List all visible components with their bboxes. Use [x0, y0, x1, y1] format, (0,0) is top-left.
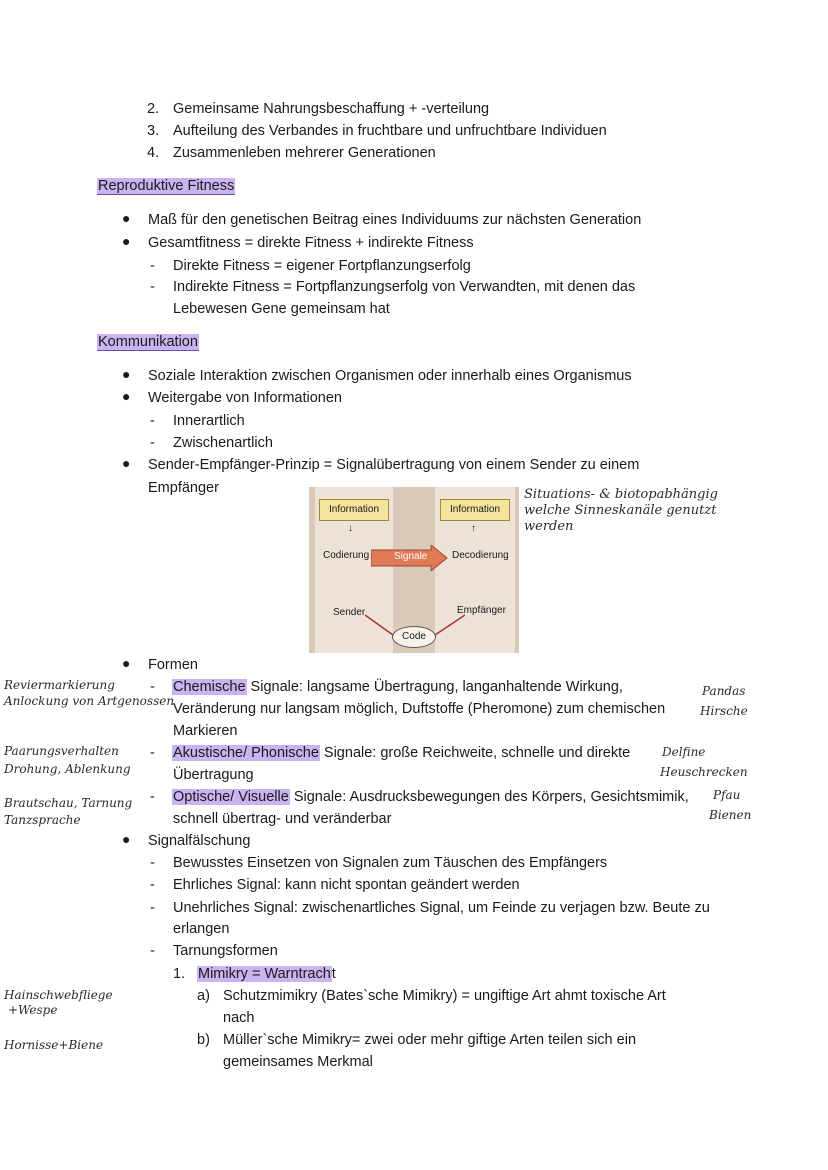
code-ellipse: Code [392, 626, 436, 648]
handwriting-note: Brautschau, Tarnung [4, 796, 133, 810]
list-item: gemeinsames Merkmal [223, 1054, 373, 1070]
bullet-icon: ● [122, 233, 131, 249]
list-item: Lebewesen Gene gemeinsam hat [173, 301, 390, 317]
list-item: Tarnungsformen [173, 943, 278, 959]
list-item: nach [223, 1010, 255, 1026]
list-item: Sender-Empfänger-Prinzip = Signalübertragung von einem Sender zu einem [148, 457, 640, 473]
section-heading [97, 332, 199, 352]
list-num: 3. [147, 123, 160, 139]
handwriting-note: Paarungsverhalten [4, 744, 119, 758]
list-item: Ehrliches Signal: kann nicht spontan geändert werden [173, 877, 520, 893]
dash-icon: - [150, 789, 155, 805]
dash-icon: - [150, 877, 155, 893]
list-item: Innerartlich [173, 413, 245, 429]
handwriting-note: Hainschwebfliege [4, 988, 113, 1002]
handwriting-note: Situations- & biotopabhängig [524, 487, 718, 502]
text: Signale: große Reichweite, schnelle und direkte [319, 745, 631, 761]
list-item: Markieren [173, 723, 238, 739]
highlight: Chemische [173, 679, 246, 695]
list-item: Aufteilung des Verbandes in fruchtbare und unfruchtbare Individuen [173, 123, 607, 139]
handwriting-note: Drohung, Ablenkung [4, 762, 131, 776]
dash-icon: - [150, 413, 155, 429]
list-num: b) [197, 1032, 210, 1048]
label-decodierung: Decodierung [452, 550, 509, 561]
handwriting-note: Pfau [713, 788, 741, 802]
bullet-icon: ● [122, 455, 131, 471]
list-item: schnell übertrag- und veränderbar [173, 811, 392, 827]
list-item: Unehrliches Signal: zwischenartliches Signal, um Feinde zu verjagen bzw. Beute zu [173, 900, 710, 916]
list-item: Zwischenartlich [173, 435, 273, 451]
list-num: a) [197, 988, 210, 1004]
list-num: 4. [147, 145, 160, 161]
list-item: erlangen [173, 921, 230, 937]
label-signale: Signale [394, 551, 428, 562]
information-box: Information [319, 499, 389, 521]
list-item: Bewusstes Einsetzen von Signalen zum Täuschen des Empfängers [173, 855, 608, 871]
handwriting-note: Hornisse+Biene [4, 1038, 104, 1052]
list-item: Veränderung nur langsam möglich, Duftstoffe (Pheromone) zum chemischen [173, 701, 666, 717]
dash-icon: - [150, 855, 155, 871]
text: Signale: Ausdrucksbewegungen des Körpers, Gesichtsmimik, [289, 789, 689, 805]
text: t [331, 966, 336, 982]
handwriting-note: welche Sinneskanäle genutzt [524, 503, 717, 518]
list-item-chemisch [172, 677, 623, 697]
dash-icon: - [150, 679, 155, 695]
handwriting-note: Anlockung von Artgenossen [4, 694, 175, 708]
handwriting-note: Bienen [709, 808, 752, 822]
list-item-optisch [172, 787, 689, 807]
label-codierung: Codierung [323, 550, 370, 561]
dash-icon: - [150, 258, 155, 274]
list-item: Gesamtfitness = direkte Fitness + indirekte Fitness [148, 235, 474, 251]
section-heading [97, 176, 235, 196]
arrow-up-icon: ↑ [471, 523, 476, 534]
list-item: Direkte Fitness = eigener Fortpflanzungserfolg [173, 258, 471, 274]
dash-icon: - [150, 279, 155, 295]
handwriting-note: werden [524, 519, 574, 534]
list-num: 2. [147, 101, 160, 117]
handwriting-note: Reviermarkierung [4, 678, 115, 692]
bullet-icon: ● [122, 210, 131, 226]
list-item: Übertragung [173, 767, 254, 783]
highlight: Mimikry = Warntrach [198, 966, 331, 982]
list-item: Formen [148, 657, 198, 673]
text: Signale: langsame Übertragung, langanhaltende Wirkung, [246, 679, 623, 695]
list-item: Soziale Interaktion zwischen Organismen oder innerhalb eines Organismus [148, 368, 632, 384]
list-item: Empfänger [148, 480, 219, 496]
handwriting-note: Hirsche [700, 704, 748, 718]
dash-icon: - [150, 900, 155, 916]
arrow-down-icon: ↓ [348, 523, 353, 534]
highlight: Akustische/ Phonische [173, 745, 319, 761]
bullet-icon: ● [122, 366, 131, 382]
list-item: Müller`sche Mimikry= zwei oder mehr giftige Arten teilen sich ein [223, 1032, 637, 1048]
sender-receiver-diagram [309, 487, 519, 653]
bullet-icon: ● [122, 388, 131, 404]
list-item: Maß für den genetischen Beitrag eines Individuums zur nächsten Generation [148, 212, 642, 228]
bullet-icon: ● [122, 831, 131, 847]
list-num: 1. [173, 966, 186, 982]
handwriting-note: +Wespe [8, 1003, 58, 1017]
list-item: Signalfälschung [148, 833, 251, 849]
handwriting-note: Pandas [702, 684, 746, 698]
list-item: Zusammenleben mehrerer Generationen [173, 145, 436, 161]
bullet-icon: ● [122, 655, 131, 671]
handwriting-note: Tanzsprache [4, 813, 81, 827]
heading-fitness: Reproduktive Fitness [98, 178, 235, 194]
handwriting-note: Heuschrecken [660, 765, 748, 779]
dash-icon: - [150, 943, 155, 959]
handwriting-note: Delfine [662, 745, 706, 759]
list-item-mimikry [197, 964, 336, 984]
list-item: Weitergabe von Informationen [148, 390, 342, 406]
label-sender: Sender [333, 607, 366, 618]
dash-icon: - [150, 435, 155, 451]
information-box: Information [440, 499, 510, 521]
list-item-akustisch [172, 743, 630, 763]
list-item: Gemeinsame Nahrungsbeschaffung + -verteilung [173, 101, 490, 117]
dash-icon: - [150, 745, 155, 761]
list-item: Indirekte Fitness = Fortpflanzungserfolg von Verwandten, mit denen das [173, 279, 636, 295]
highlight: Optische/ Visuelle [173, 789, 289, 805]
label-empfaenger: Empfänger [457, 605, 506, 616]
list-item: Schutzmimikry (Bates`sche Mimikry) = ungiftige Art ahmt toxische Art [223, 988, 666, 1004]
heading-kommunikation: Kommunikation [98, 334, 198, 350]
